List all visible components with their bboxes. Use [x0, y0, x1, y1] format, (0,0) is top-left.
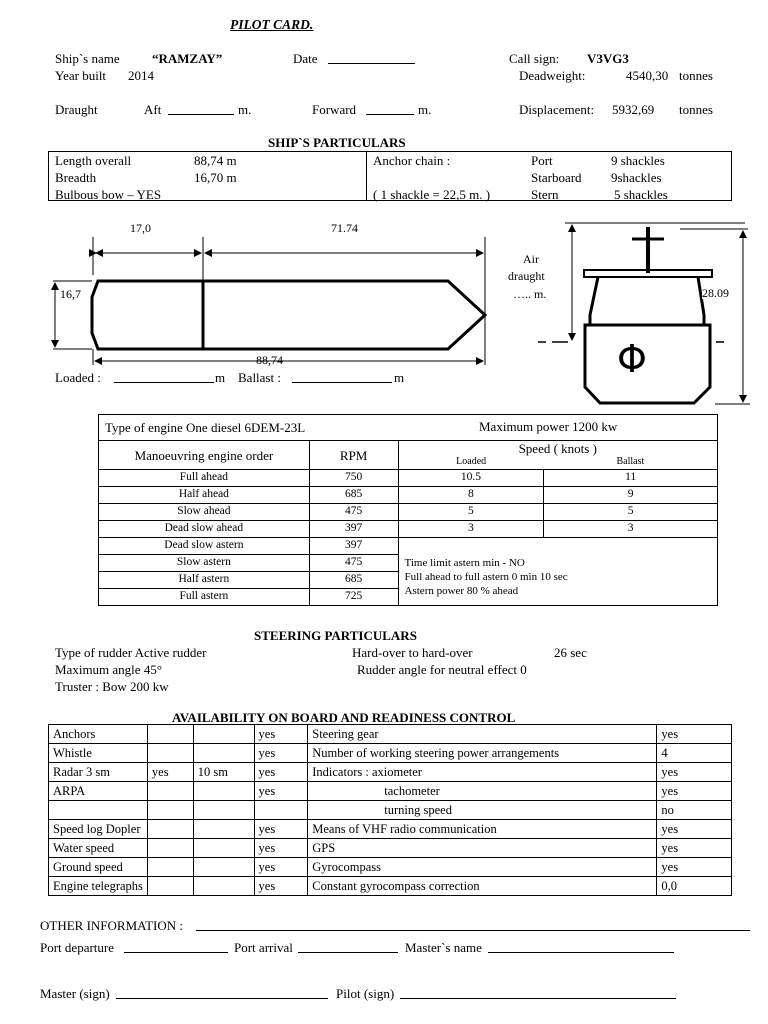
table-row: Ground speed yes Gyrocompass yes: [49, 858, 732, 877]
loaded-unit: m: [215, 370, 226, 385]
displacement-value: 5932,69: [612, 102, 655, 117]
air-draught-value: ….. m.: [513, 287, 547, 301]
shackle-note: ( 1 shackle = 22,5 m. ): [373, 187, 491, 202]
other-info-label: OTHER INFORMATION :: [40, 918, 183, 933]
displacement-label: Displacement:: [519, 102, 595, 117]
table-row: Full astern 725: [99, 589, 718, 606]
other-info-field[interactable]: [196, 919, 750, 931]
particulars-heading: SHIP`S PARTICULARS: [268, 135, 406, 150]
pilot-sign-label: Pilot (sign): [336, 986, 395, 1001]
draught-label: Draught: [55, 102, 98, 117]
neutral-angle: Rudder angle for neutral effect 0: [357, 662, 527, 677]
particulars-divider: [366, 151, 367, 201]
table-row: Slow ahead 475 5 5: [99, 504, 718, 521]
year-built-label: Year built: [55, 68, 107, 83]
master-sign-label: Master (sign): [40, 986, 110, 1001]
engine-table: [98, 414, 718, 606]
table-row: Half ahead 685 8 9: [99, 487, 718, 504]
loaded-label: Loaded :: [55, 370, 101, 385]
table-row: Anchors yes Steering gear yes: [49, 725, 732, 744]
displacement-unit: tonnes: [679, 102, 713, 117]
table-row: Dead slow ahead 397 3 3: [99, 521, 718, 538]
breadth-label: Breadth: [55, 170, 97, 185]
deadweight-unit: tonnes: [679, 68, 713, 83]
ballast-unit: m: [394, 370, 405, 385]
port-arrival-field[interactable]: [298, 941, 398, 953]
port-arrival-label: Port arrival: [234, 940, 293, 955]
ship-name-label: Ship`s name: [55, 51, 120, 66]
dim-height: 28.09: [702, 286, 729, 300]
year-built: 2014: [128, 68, 154, 83]
port-departure-label: Port departure: [40, 940, 115, 955]
date-label: Date: [293, 51, 318, 66]
aft-field[interactable]: [168, 103, 234, 115]
dim-length: 88,74: [256, 353, 283, 367]
steering-heading: STEERING PARTICULARS: [254, 628, 417, 643]
forward-field[interactable]: [366, 103, 414, 115]
stern-label: Stern: [531, 187, 559, 202]
astern-notes: Time limit astern min - NO Full ahead to full astern 0 min 10 sec Astern power 80 % ahead: [398, 538, 717, 606]
dim-bow-section: 17,0: [130, 221, 151, 235]
ship-profile-diagram: [530, 215, 768, 415]
length-label: Length overall: [55, 153, 132, 168]
port-departure-field[interactable]: [124, 941, 228, 953]
hard-over-value: 26 sec: [554, 645, 587, 660]
draught-label-diagram: draught: [508, 269, 545, 283]
table-row: turning speed no: [49, 801, 732, 820]
max-power: Maximum power 1200 kw: [479, 419, 618, 434]
port-value: 9 shackles: [611, 153, 665, 168]
col-speed: Speed ( knots ): [398, 441, 717, 456]
ship-name: “RAMZAY”: [152, 51, 223, 66]
anchor-chain-label: Anchor chain :: [373, 153, 451, 168]
breadth-value: 16,70 m: [194, 170, 237, 185]
col-loaded: Loaded: [398, 456, 544, 470]
port-label: Port: [531, 153, 553, 168]
air-label: Air: [523, 252, 539, 266]
max-angle: Maximum angle 45°: [55, 662, 163, 677]
starboard-value: 9shackles: [611, 170, 662, 185]
forward-label: Forward: [312, 102, 357, 117]
dim-main-section: 71.74: [331, 221, 358, 235]
call-sign: V3VG3: [587, 51, 629, 66]
availability-heading: AVAILABILITY ON BOARD AND READINESS CONTROL: [172, 710, 516, 725]
dim-beam: 16,7: [60, 287, 81, 301]
ship-plan-diagram: [40, 215, 510, 375]
ballast-field[interactable]: [292, 371, 392, 383]
starboard-label: Starboard: [531, 170, 582, 185]
pilot-sign-field[interactable]: [400, 987, 676, 999]
table-row: Speed log Dopler yes Means of VHF radio communication yes: [49, 820, 732, 839]
aft-unit: m.: [238, 102, 252, 117]
forward-unit: m.: [418, 102, 432, 117]
col-order: Manoeuvring engine order: [99, 441, 310, 470]
length-value: 88,74 m: [194, 153, 237, 168]
col-ballast: Ballast: [544, 456, 718, 470]
deadweight-value: 4540,30: [626, 68, 669, 83]
page-title: PILOT CARD.: [230, 17, 314, 32]
availability-table: [48, 724, 732, 896]
date-field[interactable]: [328, 52, 415, 64]
table-row: Whistle yes Number of working steering power arrangements 4: [49, 744, 732, 763]
hard-over-label: Hard-over to hard-over: [352, 645, 473, 660]
aft-label: Aft: [144, 102, 162, 117]
loaded-field[interactable]: [114, 371, 214, 383]
deadweight-label: Deadweight:: [519, 68, 586, 83]
bulbous-bow: Bulbous bow – YES: [55, 187, 162, 202]
master-sign-field[interactable]: [116, 987, 328, 999]
rudder-type: Type of rudder Active rudder: [55, 645, 207, 660]
table-row: Engine telegraphs yes Constant gyrocompass correction 0,0: [49, 877, 732, 896]
col-rpm: RPM: [309, 441, 398, 470]
engine-type: Type of engine One diesel 6DEM-23L: [105, 420, 306, 435]
table-row: ARPA yes tachometer yes: [49, 782, 732, 801]
table-row: Dead slow astern 397 Time limit astern min - NO Full ahead to full astern 0 min 10 sec Astern power 80 % ahead: [99, 538, 718, 555]
master-name-field[interactable]: [488, 941, 674, 953]
ballast-label: Ballast :: [238, 370, 281, 385]
master-name-label: Master`s name: [405, 940, 482, 955]
table-row: Slow astern 475: [99, 555, 718, 572]
call-sign-label: Call sign:: [509, 51, 560, 66]
table-row: Water speed yes GPS yes: [49, 839, 732, 858]
table-row: Half astern 685: [99, 572, 718, 589]
funnel-symbol: Φ: [617, 337, 647, 381]
stern-value: 5 shackles: [614, 187, 668, 202]
table-row: Radar 3 sm yes 10 sm yes Indicators : axiometer yes: [49, 763, 732, 782]
truster: Truster : Bow 200 kw: [55, 679, 169, 694]
table-row: Full ahead 750 10.5 11: [99, 470, 718, 487]
